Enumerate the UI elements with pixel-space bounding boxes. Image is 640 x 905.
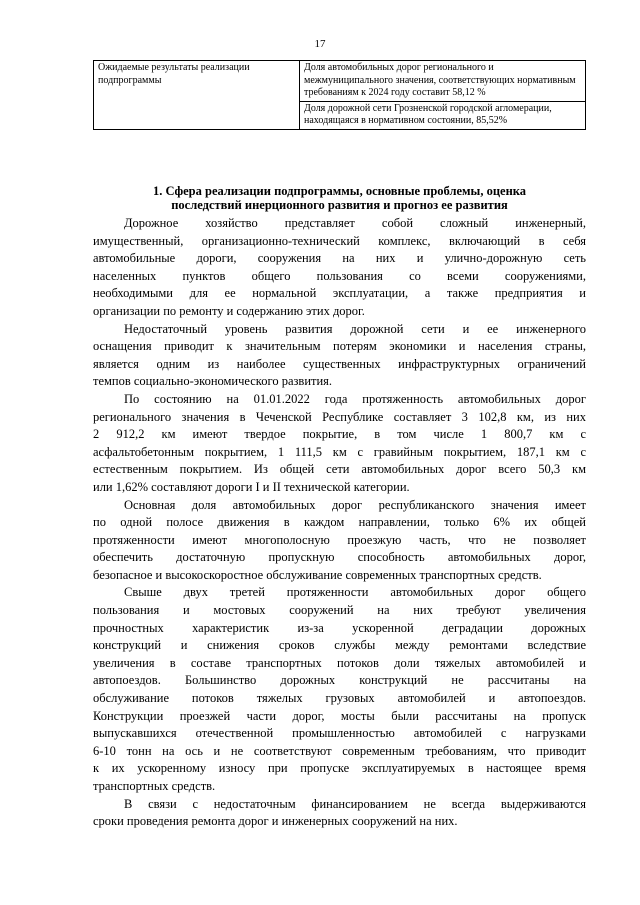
paragraph-line: или 1,62% составляют дороги I и II технической категории. (93, 479, 410, 494)
section-heading-line: последствий инерционного развития и прогноз ее развития (171, 198, 508, 212)
body-paragraph (93, 391, 586, 497)
paragraph-line: пользования и мостовых сооружений на них требуют увеличения (93, 603, 586, 618)
table-result-cell: Доля автомобильных дорог регионального и межмуниципального значения, соответствующих нормативным требованиям к 2024 году составит 58,12 % (300, 61, 586, 102)
paragraph-line: транспортных средств. (93, 779, 216, 793)
paragraph-line: регионального значения в Чеченской Республике составляет 3 102,8 км, из них (93, 409, 586, 424)
paragraph-line: оснащения приводит к значительным потерям экономики и населения страны, (93, 339, 586, 354)
paragraph-line: Основная доля автомобильных дорог республиканского значения имеет (124, 497, 586, 512)
section-heading-line: 1. Сфера реализации подпрограммы, основные проблемы, оценка (152, 184, 527, 198)
paragraph-line: обеспечить достаточную пропускную способность автомобильных дорог, (93, 550, 586, 565)
paragraph-line: конструкций и снижения сроков службы между ремонтами вследствие (93, 638, 586, 653)
paragraph-line: Конструкции проезжей части дорог, мосты были рассчитаны на пропуск (93, 708, 586, 723)
paragraph-line: Недостаточный уровень развития дорожной сети и ее инженерного (124, 321, 586, 336)
body-paragraph (93, 796, 586, 831)
paragraph-line: протяженности имеют многополосную проезжую часть, что не позволяет (93, 532, 586, 547)
expected-results-table (93, 60, 586, 130)
paragraph-line: прочностных характеристик из-за ускоренной деградации дорожных (93, 620, 586, 635)
section-body (93, 215, 586, 831)
table-label-cell: Ожидаемые результаты реализации подпрограммы (94, 61, 300, 130)
table-result-cell: Доля дорожной сети Грозненской городской агломерации, находящаяся в нормативном состоянии, 85,52% (300, 101, 586, 129)
paragraph-line: 2 912,2 км имеют твердое покрытие, в том числе 1 800,7 км с (93, 427, 586, 442)
paragraph-line: Дорожное хозяйство представляет собой сложный инженерный, (124, 216, 586, 230)
paragraph-line: организации по ремонту и содержанию этих дорог. (93, 303, 365, 318)
body-paragraph (93, 321, 586, 391)
body-paragraph (93, 584, 586, 795)
table-row (94, 61, 586, 102)
body-paragraph (93, 215, 586, 321)
paragraph-line: имущественный, организационно-технический комплекс, включающий в себя (93, 233, 586, 248)
section-heading (93, 184, 586, 212)
paragraph-line: населенных пунктов общего пользования со всеми сооружениями, (93, 268, 586, 283)
paragraph-line: выпускавшихся отечественной промышленностью автомобилей с нагрузками (93, 726, 586, 741)
paragraph-line: безопасное и высокоскоростное обслуживание современных транспортных средств. (93, 567, 542, 582)
paragraph-line: 6-10 тонн на ось и не соответствуют современным требованиям, что приводит (93, 743, 586, 758)
body-paragraph (93, 497, 586, 585)
paragraph-line: является одним из наиболее существенных инфраструктурных ограничений (93, 356, 586, 371)
paragraph-line: темпов социально-экономического развития. (93, 374, 333, 389)
paragraph-line: необходимыми для ее нормальной эксплуатации, а также предприятия и (93, 286, 586, 301)
paragraph-line: увеличения в составе транспортных потоков доли тяжелых автомобилей и (93, 655, 586, 670)
paragraph-line: к их ускоренному износу при пропуске эксплуатируемых в настоящее время (93, 761, 586, 776)
paragraph-line: автопоездов. Большинство дорожных конструкций не рассчитаны на (93, 673, 586, 688)
paragraph-line: По состоянию на 01.01.2022 года протяженность автомобильных дорог (124, 391, 586, 406)
paragraph-line: Свыше двух третей протяженности автомобильных дорог общего (124, 585, 586, 600)
paragraph-line: естественным покрытием. Из общей сети автомобильных дорог всего 50,3 км (93, 462, 586, 477)
page-number: 17 (314, 38, 326, 50)
paragraph-line: автомобильные дороги, сооружения на них и улично-дорожную сеть (93, 251, 586, 266)
paragraph-line: обслуживание потоков тяжелых грузовых автомобилей и автопоездов. (93, 691, 586, 706)
paragraph-line: В связи с недостаточным финансированием не всегда выдерживаются (124, 796, 586, 811)
paragraph-line: асфальтобетонным покрытием, 1 111,5 км с гравийным покрытием, 187,1 км с (93, 444, 586, 459)
paragraph-line: сроки проведения ремонта дорог и инженерных сооружений на них. (93, 814, 458, 829)
paragraph-line: по одной полосе движения в каждом направлении, только 6% их общей (93, 515, 586, 530)
